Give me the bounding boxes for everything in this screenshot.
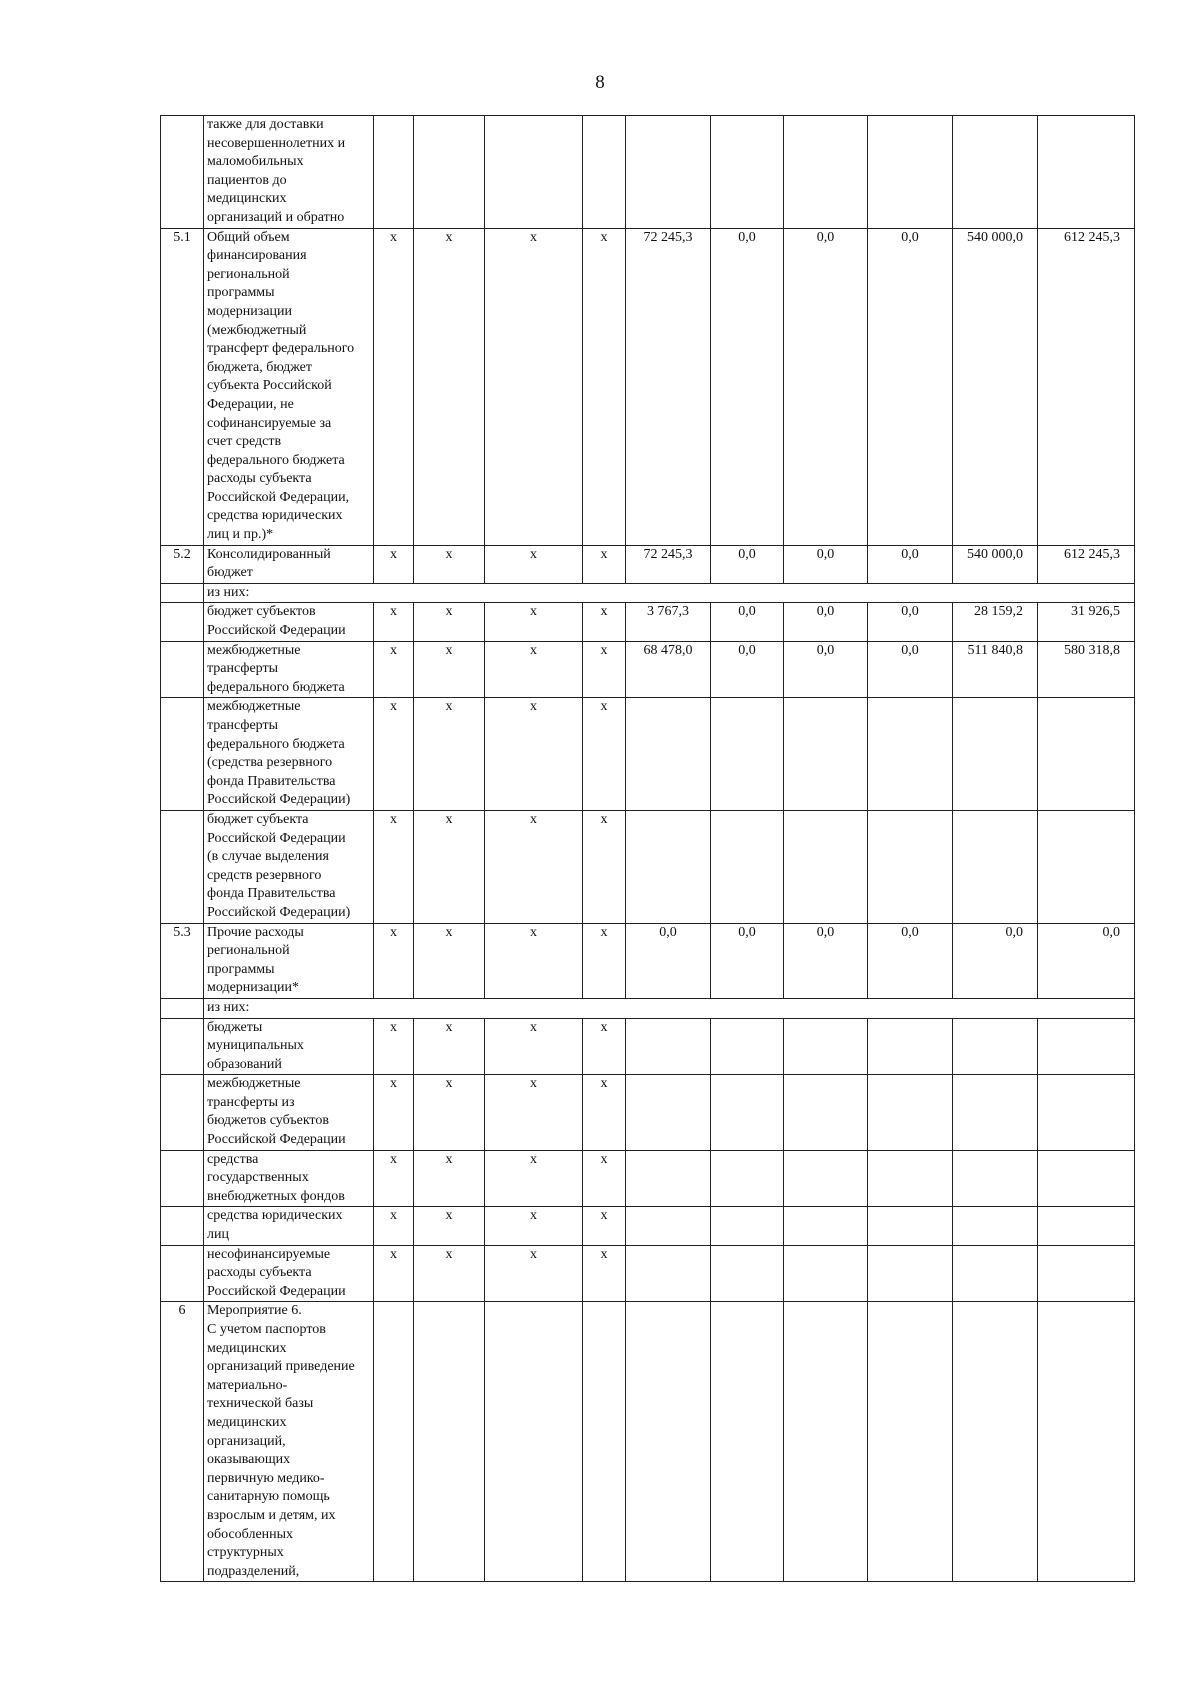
col-12-cell — [1038, 116, 1135, 229]
description-line: программы — [207, 961, 275, 977]
col-8-cell — [711, 810, 784, 923]
col-6-cell: х — [583, 1207, 626, 1245]
col-11-cell — [953, 1075, 1038, 1150]
col-5-cell: х — [485, 810, 583, 923]
table-row — [161, 1207, 1135, 1245]
description-line: из них: — [207, 999, 250, 1015]
col-4-cell: х — [414, 1150, 485, 1207]
description-line: маломобильных — [207, 154, 304, 170]
description-line: средства юридических — [207, 508, 343, 524]
table-row — [161, 1075, 1135, 1150]
table-row — [161, 1302, 1135, 1582]
description-line: трансферты — [207, 661, 279, 677]
row-number-cell — [161, 698, 204, 811]
row-number-cell: 5.1 — [161, 228, 204, 545]
description-line: бюджетов субъектов — [207, 1113, 329, 1129]
col-4-cell — [414, 1302, 485, 1582]
description-line: (межбюджетный — [207, 322, 307, 338]
col-9-cell: 0,0 — [784, 641, 868, 698]
col-11-cell: 511 840,8 — [953, 641, 1038, 698]
description-line: оказывающих — [207, 1452, 291, 1468]
row-description-cell — [204, 1302, 374, 1582]
description-line: Российской Федерации) — [207, 904, 351, 920]
col-8-cell: 0,0 — [711, 641, 784, 698]
col-5-cell — [485, 116, 583, 229]
col-7-cell: 68 478,0 — [626, 641, 711, 698]
description-line: фонда Правительства — [207, 773, 336, 789]
col-12-cell: 612 245,3 — [1038, 228, 1135, 545]
description-line: лиц и пр.)* — [207, 527, 274, 543]
col-9-cell — [784, 1207, 868, 1245]
description-line: расходы субъекта — [207, 1265, 312, 1281]
col-10-cell — [868, 1075, 953, 1150]
col-6-cell: х — [583, 641, 626, 698]
col-6-cell: х — [583, 923, 626, 998]
col-5-cell: х — [485, 698, 583, 811]
description-line: материально- — [207, 1377, 288, 1393]
col-6-cell: х — [583, 1245, 626, 1302]
description-line: (средства резервного — [207, 755, 333, 771]
description-line: медицинских — [207, 1340, 287, 1356]
row-number-cell: 6 — [161, 1302, 204, 1582]
row-description-cell — [204, 998, 1135, 1018]
row-number-cell — [161, 810, 204, 923]
col-3-cell: х — [374, 1150, 414, 1207]
description-line: средства — [207, 1151, 259, 1167]
table-row — [161, 923, 1135, 998]
description-line: технической базы — [207, 1396, 314, 1412]
col-8-cell — [711, 1150, 784, 1207]
description-line: финансирования — [207, 248, 307, 264]
description-line: федерального бюджета — [207, 736, 345, 752]
col-3-cell: х — [374, 810, 414, 923]
description-line: межбюджетные — [207, 699, 301, 715]
col-4-cell — [414, 116, 485, 229]
table-row — [161, 698, 1135, 811]
description-line: Мероприятие 6. — [207, 1303, 302, 1319]
description-line: софинансируемые за — [207, 415, 332, 431]
description-line: межбюджетные — [207, 1076, 301, 1092]
description-line: государственных — [207, 1170, 309, 1186]
row-number-cell — [161, 1245, 204, 1302]
row-number-cell — [161, 1075, 204, 1150]
financing-table — [160, 115, 1135, 1582]
col-11-cell — [953, 1207, 1038, 1245]
col-12-cell: 580 318,8 — [1038, 641, 1135, 698]
col-12-cell — [1038, 1302, 1135, 1582]
description-line: средств резервного — [207, 867, 322, 883]
description-line: программы — [207, 285, 275, 301]
row-number-cell — [161, 1207, 204, 1245]
col-12-cell — [1038, 1245, 1135, 1302]
col-4-cell: х — [414, 1075, 485, 1150]
col-7-cell — [626, 1207, 711, 1245]
row-description-cell — [204, 923, 374, 998]
col-3-cell: х — [374, 1207, 414, 1245]
description-line: Консолидированный — [207, 546, 331, 562]
col-8-cell: 0,0 — [711, 545, 784, 583]
col-8-cell: 0,0 — [711, 228, 784, 545]
description-line: Российской Федерации — [207, 1283, 346, 1299]
col-11-cell: 28 159,2 — [953, 603, 1038, 641]
col-11-cell: 540 000,0 — [953, 545, 1038, 583]
description-line: бюджет субъекта — [207, 811, 309, 827]
table-row — [161, 998, 1135, 1018]
col-12-cell — [1038, 698, 1135, 811]
row-description-cell — [204, 116, 374, 229]
col-9-cell — [784, 1075, 868, 1150]
col-4-cell: х — [414, 698, 485, 811]
description-line: несофинансируемые — [207, 1246, 331, 1262]
description-line: бюджеты — [207, 1019, 263, 1035]
col-12-cell — [1038, 810, 1135, 923]
col-8-cell — [711, 1075, 784, 1150]
row-description-cell — [204, 603, 374, 641]
col-8-cell — [711, 1245, 784, 1302]
description-line: первичную медико- — [207, 1470, 325, 1486]
col-5-cell: х — [485, 1018, 583, 1075]
description-line: медицинских — [207, 191, 287, 207]
row-number-cell — [161, 583, 204, 603]
col-6-cell: х — [583, 1018, 626, 1075]
col-4-cell: х — [414, 810, 485, 923]
col-3-cell: х — [374, 545, 414, 583]
description-line: также для доставки — [207, 117, 324, 132]
col-12-cell — [1038, 1207, 1135, 1245]
description-line: средства юридических — [207, 1208, 343, 1224]
col-9-cell — [784, 1150, 868, 1207]
col-9-cell — [784, 698, 868, 811]
col-6-cell: х — [583, 810, 626, 923]
col-7-cell — [626, 1075, 711, 1150]
description-line: подразделений, — [207, 1563, 300, 1579]
description-line: субъекта Российской — [207, 378, 332, 394]
col-7-cell: 72 245,3 — [626, 545, 711, 583]
description-line: модернизации — [207, 303, 292, 319]
col-6-cell: х — [583, 603, 626, 641]
col-4-cell: х — [414, 228, 485, 545]
col-9-cell — [784, 116, 868, 229]
description-line: трансферт федерального — [207, 341, 355, 357]
col-3-cell — [374, 116, 414, 229]
col-8-cell — [711, 1207, 784, 1245]
col-7-cell: 0,0 — [626, 923, 711, 998]
description-line: образований — [207, 1056, 282, 1072]
description-line: фонда Правительства — [207, 886, 336, 902]
description-line: Российской Федерации) — [207, 792, 351, 808]
col-3-cell: х — [374, 603, 414, 641]
col-6-cell: х — [583, 698, 626, 811]
col-5-cell: х — [485, 603, 583, 641]
description-line: трансферты из — [207, 1094, 295, 1110]
table-row — [161, 228, 1135, 545]
description-line: бюджета, бюджет — [207, 359, 313, 375]
col-7-cell: 3 767,3 — [626, 603, 711, 641]
col-5-cell: х — [485, 923, 583, 998]
col-3-cell: х — [374, 1245, 414, 1302]
description-line: региональной — [207, 943, 290, 959]
col-7-cell — [626, 116, 711, 229]
col-8-cell — [711, 1018, 784, 1075]
col-4-cell: х — [414, 1018, 485, 1075]
table-row — [161, 1018, 1135, 1075]
col-7-cell — [626, 698, 711, 811]
row-number-cell — [161, 1018, 204, 1075]
table-row — [161, 583, 1135, 603]
description-line: Российской Федерации — [207, 1132, 346, 1148]
table-row — [161, 1150, 1135, 1207]
col-9-cell: 0,0 — [784, 923, 868, 998]
col-10-cell — [868, 1207, 953, 1245]
col-10-cell: 0,0 — [868, 641, 953, 698]
col-3-cell — [374, 1302, 414, 1582]
col-3-cell: х — [374, 641, 414, 698]
col-7-cell: 72 245,3 — [626, 228, 711, 545]
col-9-cell — [784, 1245, 868, 1302]
description-line: структурных — [207, 1545, 284, 1561]
col-3-cell: х — [374, 228, 414, 545]
col-11-cell — [953, 1245, 1038, 1302]
col-10-cell — [868, 810, 953, 923]
col-12-cell: 612 245,3 — [1038, 545, 1135, 583]
description-line: Российской Федерации — [207, 830, 346, 846]
col-5-cell: х — [485, 1207, 583, 1245]
row-description-cell — [204, 641, 374, 698]
col-10-cell — [868, 1245, 953, 1302]
description-line: бюджет субъектов — [207, 604, 316, 620]
row-description-cell — [204, 698, 374, 811]
row-description-cell — [204, 228, 374, 545]
description-line: Федерации, не — [207, 396, 294, 412]
description-line: расходы субъекта — [207, 471, 312, 487]
col-7-cell — [626, 1150, 711, 1207]
col-9-cell: 0,0 — [784, 545, 868, 583]
row-description-cell — [204, 583, 1135, 603]
col-4-cell: х — [414, 1207, 485, 1245]
description-line: организаций, — [207, 1433, 286, 1449]
row-description-cell — [204, 1150, 374, 1207]
col-11-cell — [953, 810, 1038, 923]
description-line: Российской Федерации — [207, 623, 346, 639]
table-row — [161, 641, 1135, 698]
col-4-cell: х — [414, 923, 485, 998]
description-line: пациентов до — [207, 172, 287, 188]
row-description-cell — [204, 1075, 374, 1150]
col-10-cell: 0,0 — [868, 603, 953, 641]
description-line: модернизации* — [207, 980, 299, 996]
col-4-cell: х — [414, 1245, 485, 1302]
col-12-cell: 0,0 — [1038, 923, 1135, 998]
col-9-cell: 0,0 — [784, 228, 868, 545]
col-5-cell — [485, 1302, 583, 1582]
row-number-cell — [161, 603, 204, 641]
description-line: Общий объем — [207, 229, 290, 245]
description-line: санитарную помощь — [207, 1489, 330, 1505]
row-number-cell — [161, 641, 204, 698]
col-6-cell — [583, 1302, 626, 1582]
col-12-cell: 31 926,5 — [1038, 603, 1135, 641]
col-3-cell: х — [374, 1018, 414, 1075]
col-10-cell: 0,0 — [868, 228, 953, 545]
col-10-cell — [868, 116, 953, 229]
col-11-cell — [953, 698, 1038, 811]
col-12-cell — [1038, 1075, 1135, 1150]
description-line: внебюджетных фондов — [207, 1188, 345, 1204]
col-4-cell: х — [414, 641, 485, 698]
row-number-cell: 5.3 — [161, 923, 204, 998]
col-5-cell: х — [485, 641, 583, 698]
col-7-cell — [626, 1302, 711, 1582]
description-line: бюджет — [207, 565, 253, 581]
table-row — [161, 810, 1135, 923]
col-5-cell: х — [485, 228, 583, 545]
table-row — [161, 603, 1135, 641]
description-line: обособленных — [207, 1526, 294, 1542]
description-line: межбюджетные — [207, 642, 301, 658]
col-11-cell: 540 000,0 — [953, 228, 1038, 545]
col-10-cell — [868, 1150, 953, 1207]
col-8-cell — [711, 698, 784, 811]
row-number-cell: 5.2 — [161, 545, 204, 583]
row-description-cell — [204, 810, 374, 923]
col-10-cell — [868, 1018, 953, 1075]
table-row — [161, 116, 1135, 229]
row-number-cell — [161, 1150, 204, 1207]
description-line: региональной — [207, 266, 290, 282]
col-6-cell: х — [583, 545, 626, 583]
row-number-cell — [161, 116, 204, 229]
col-9-cell — [784, 1018, 868, 1075]
col-10-cell — [868, 1302, 953, 1582]
description-line: несовершеннолетних и — [207, 135, 346, 151]
col-8-cell — [711, 116, 784, 229]
page-number: 8 — [595, 72, 605, 93]
col-7-cell — [626, 1018, 711, 1075]
col-5-cell: х — [485, 1245, 583, 1302]
table-row — [161, 1245, 1135, 1302]
col-3-cell: х — [374, 1075, 414, 1150]
col-5-cell: х — [485, 545, 583, 583]
row-number-cell — [161, 998, 204, 1018]
col-11-cell — [953, 1018, 1038, 1075]
col-8-cell: 0,0 — [711, 923, 784, 998]
col-6-cell — [583, 116, 626, 229]
col-5-cell: х — [485, 1150, 583, 1207]
col-9-cell: 0,0 — [784, 603, 868, 641]
col-5-cell: х — [485, 1075, 583, 1150]
col-9-cell — [784, 1302, 868, 1582]
col-6-cell: х — [583, 1150, 626, 1207]
description-line: трансферты — [207, 718, 279, 733]
row-description-cell — [204, 545, 374, 583]
description-line: взрослым и детям, их — [207, 1507, 336, 1523]
col-9-cell — [784, 810, 868, 923]
col-8-cell — [711, 1302, 784, 1582]
description-line: (в случае выделения — [207, 849, 329, 865]
row-description-cell — [204, 1245, 374, 1302]
description-line: медицинских — [207, 1414, 287, 1430]
col-4-cell: х — [414, 603, 485, 641]
table-row — [161, 545, 1135, 583]
description-line: федерального бюджета — [207, 452, 345, 468]
col-11-cell: 0,0 — [953, 923, 1038, 998]
row-description-cell — [204, 1018, 374, 1075]
col-12-cell — [1038, 1018, 1135, 1075]
col-3-cell: х — [374, 698, 414, 811]
description-line: Прочие расходы — [207, 924, 304, 940]
description-line: муниципальных — [207, 1038, 304, 1054]
description-line: Российской Федерации, — [207, 489, 350, 505]
col-8-cell: 0,0 — [711, 603, 784, 641]
col-11-cell — [953, 1150, 1038, 1207]
description-line: из них: — [207, 584, 250, 600]
col-11-cell — [953, 1302, 1038, 1582]
description-line: федерального бюджета — [207, 679, 345, 695]
col-6-cell: х — [583, 228, 626, 545]
col-7-cell — [626, 1245, 711, 1302]
col-6-cell: х — [583, 1075, 626, 1150]
col-3-cell: х — [374, 923, 414, 998]
description-line: счет средств — [207, 434, 282, 450]
col-10-cell: 0,0 — [868, 545, 953, 583]
col-7-cell — [626, 810, 711, 923]
description-line: организаций приведение — [207, 1359, 355, 1375]
description-line: С учетом паспортов — [207, 1322, 326, 1337]
col-4-cell: х — [414, 545, 485, 583]
col-12-cell — [1038, 1150, 1135, 1207]
col-11-cell — [953, 116, 1038, 229]
description-line: организаций и обратно — [207, 209, 345, 225]
col-10-cell: 0,0 — [868, 923, 953, 998]
row-description-cell — [204, 1207, 374, 1245]
description-line: лиц — [207, 1227, 229, 1243]
col-10-cell — [868, 698, 953, 811]
